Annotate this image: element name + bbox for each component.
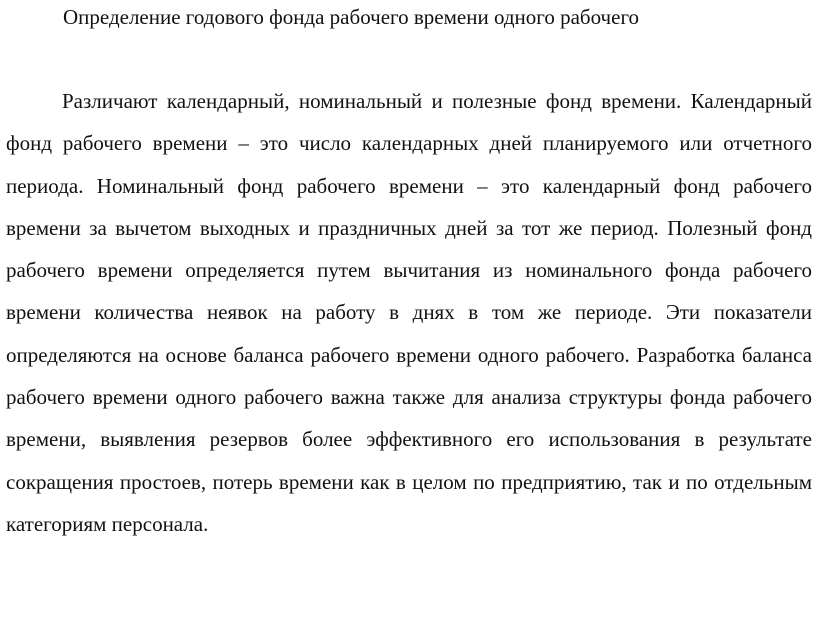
- document-paragraph: Различают календарный, номинальный и полезные фонд времени. Календарный фонд рабочего времени – это число календарных дней планируемого или отчетного периода. Номинальный фонд рабочего времени – это календарный фонд рабочего времени за вычетом выходных и праздничных дней за тот же период. Полезный фонд рабочего времени определяется путем вычитания из номинального фонда рабочего времени количества неявок на работу в днях в том же периоде. Эти показатели определяются на основе баланса рабочего времени одного рабочего. Разработка баланса рабочего времени одного рабочего важна также для анализа структуры фонда рабочего времени, выявления резервов более эффективного его использования в результате сокращения простоев, потерь времени как в целом по предприятию, так и по отдельным категориям персонала.: [6, 89, 812, 536]
- document-title: Определение годового фонда рабочего времени одного рабочего: [63, 5, 640, 29]
